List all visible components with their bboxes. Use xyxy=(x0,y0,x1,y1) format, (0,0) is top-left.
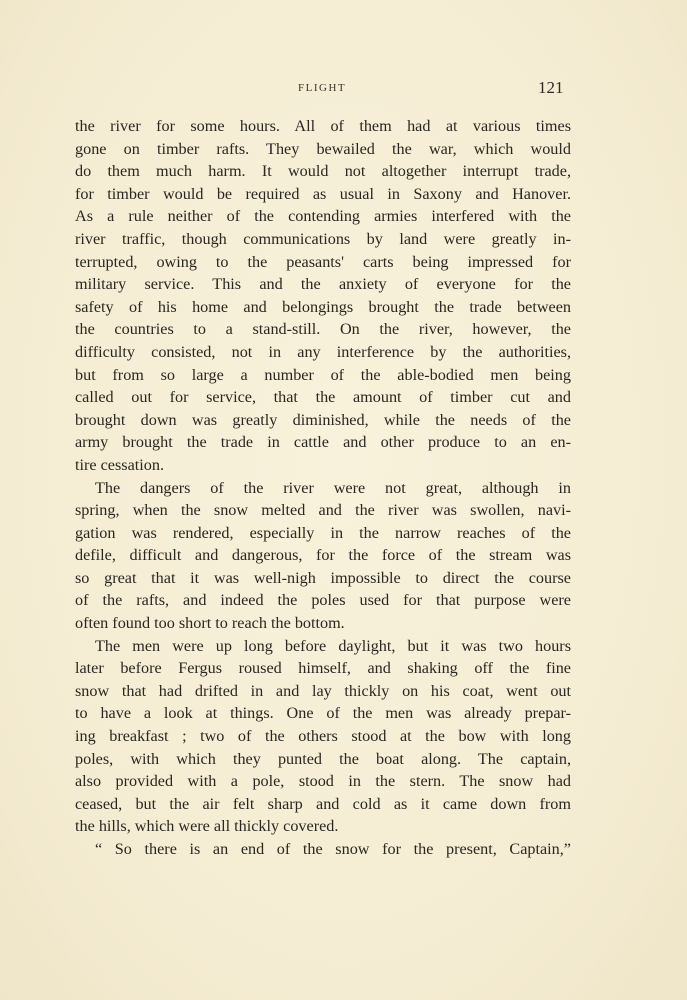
text-line: the countries to a stand-still. On the river, however, the xyxy=(75,320,571,339)
text-line: spring, when the snow melted and the river was swollen, navi- xyxy=(75,501,571,520)
paragraph-end-line: the hills, which were all thickly covered. xyxy=(75,817,339,836)
running-head xyxy=(0,80,687,100)
text-line: safety of his home and belongings brought the trade between xyxy=(75,297,571,316)
running-title: FLIGHT xyxy=(298,82,347,94)
text-line: but from so large a number of the able-bodied men being xyxy=(75,365,571,384)
page-number: 121 xyxy=(538,78,564,97)
text-line: defile, difficult and dangerous, for the force of the stream was xyxy=(75,546,571,565)
paragraph-start-line: The dangers of the river were not great, although in xyxy=(95,478,571,497)
text-line: As a rule neither of the contending armies interfered with the xyxy=(75,207,571,226)
text-line: snow that had drifted in and lay thickly on his coat, went out xyxy=(75,681,571,700)
paragraph-start-line: “ So there is an end of the snow for the present, Captain,” xyxy=(95,840,571,858)
text-line: gation was rendered, especially in the narrow reaches of the xyxy=(75,523,571,542)
text-line: army brought the trade in cattle and other produce to an en- xyxy=(75,433,571,452)
text-line: called out for service, that the amount of timber cut and xyxy=(75,388,571,407)
text-line: the river for some hours. All of them had at various times xyxy=(75,117,571,135)
paragraph-end-line: often found too short to reach the bottom. xyxy=(75,614,345,633)
text-line: difficulty consisted, not in any interference by the authorities, xyxy=(75,342,571,361)
paragraph-start-line: The men were up long before daylight, but it was two hours xyxy=(95,636,571,655)
text-line: ing breakfast ; two of the others stood at the bow with long xyxy=(75,727,571,746)
paragraph-end-line: tire cessation. xyxy=(75,455,164,474)
text-line: river traffic, though communications by land were greatly in- xyxy=(75,229,571,248)
text-line: of the rafts, and indeed the poles used for that purpose were xyxy=(75,591,571,610)
text-line: poles, with which they punted the boat along. The captain, xyxy=(75,749,571,768)
text-line: gone on timber rafts. They bewailed the war, which would xyxy=(75,139,571,158)
text-line: ceased, but the air felt sharp and cold as it came down from xyxy=(75,794,571,813)
text-line: brought down was greatly diminished, while the needs of the xyxy=(75,410,571,429)
text-line: to have a look at things. One of the men was already prepar- xyxy=(75,704,571,723)
text-line: also provided with a pole, stood in the stern. The snow had xyxy=(75,772,571,791)
text-line: later before Fergus roused himself, and shaking off the fine xyxy=(75,659,571,678)
text-line: do them much harm. It would not altogether interrupt trade, xyxy=(75,162,571,181)
text-line: terrupted, owing to the peasants' carts being impressed for xyxy=(75,252,571,271)
body-text xyxy=(75,115,571,861)
text-line: so great that it was well-nigh impossible to direct the course xyxy=(75,568,571,587)
text-line: military service. This and the anxiety of everyone for the xyxy=(75,275,571,294)
text-line: for timber would be required as usual in Saxony and Hanover. xyxy=(75,184,571,203)
